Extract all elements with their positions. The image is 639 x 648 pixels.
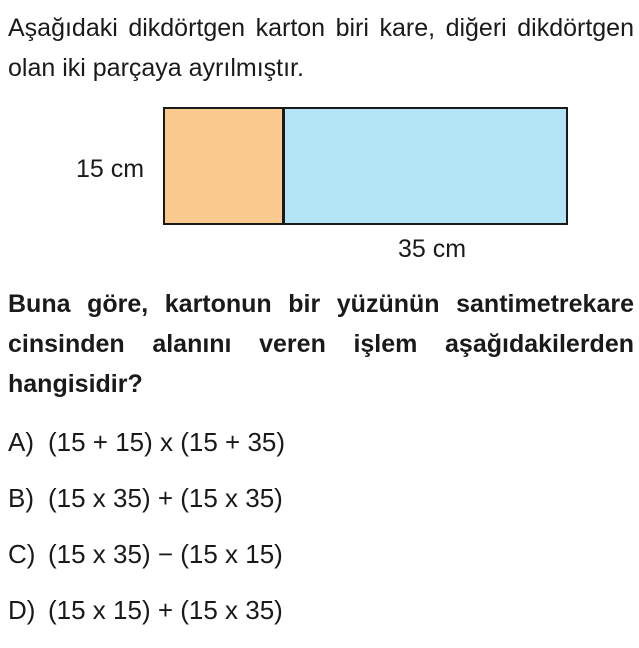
option-expression: (15 x 35) + (15 x 35): [48, 483, 283, 513]
option-expression: (15 x 35) − (15 x 15): [48, 539, 283, 569]
intro-text: Aşağıdaki dikdörtgen karton biri kare, diğeri dikdörtgen olan iki parçaya ayrılmıştır.: [8, 14, 634, 82]
option-letter: C): [8, 539, 36, 569]
cardboard-figure: [0, 95, 639, 275]
option-expression: (15 x 15) + (15 x 35): [48, 595, 283, 625]
option-letter: B): [8, 483, 34, 513]
option-d[interactable]: [8, 592, 628, 628]
option-b[interactable]: [8, 480, 628, 516]
height-label: 15 cm: [76, 155, 145, 183]
option-a[interactable]: [8, 424, 628, 460]
width-label: 35 cm: [398, 235, 467, 263]
answer-options: [8, 424, 628, 648]
question-text: Buna göre, kartonun bir yüzünün santimetrekare cinsinden alanını veren işlem aşağıdakilerden hangisidir?: [8, 290, 634, 398]
option-letter: D): [8, 595, 36, 625]
option-letter: A): [8, 427, 34, 457]
rectangle-piece: [283, 107, 568, 225]
square-piece: [163, 107, 284, 225]
option-expression: (15 + 15) x (15 + 35): [48, 427, 286, 457]
cut-line: [282, 107, 284, 225]
option-c[interactable]: [8, 536, 628, 572]
